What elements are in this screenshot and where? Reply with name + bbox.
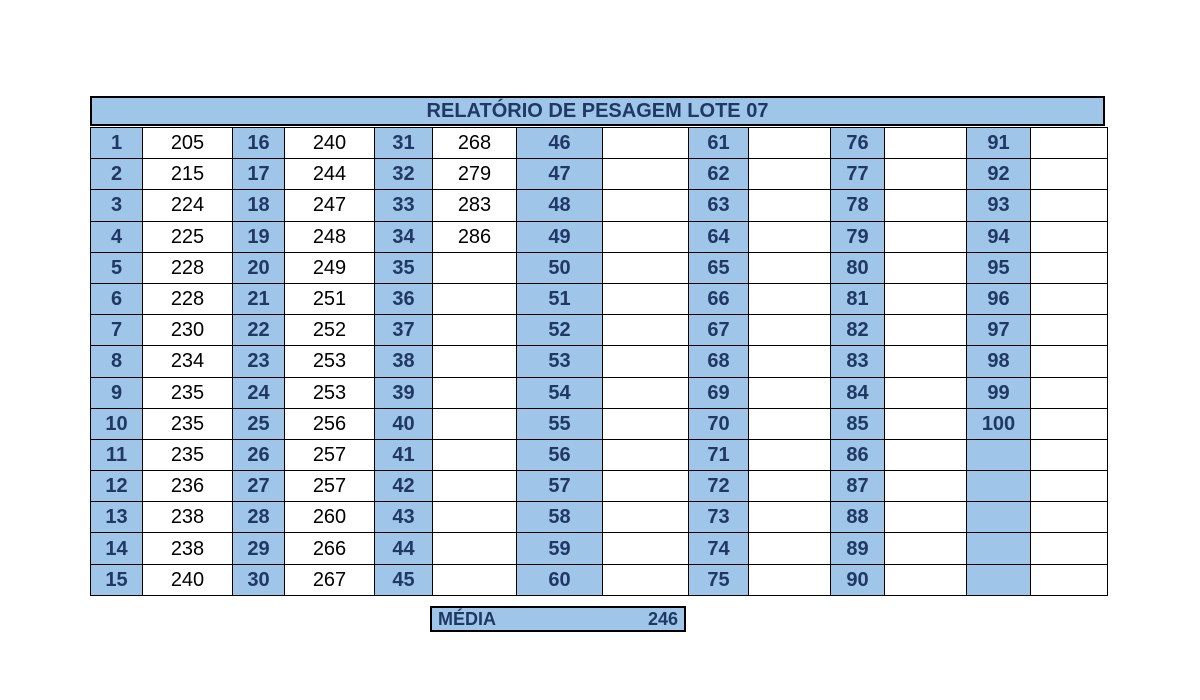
animal-number-cell: 2 (91, 159, 143, 190)
table-row (91, 159, 1108, 190)
weight-cell: 230 (143, 315, 233, 346)
weight-cell: 260 (285, 502, 375, 533)
animal-number-cell: 91 (967, 128, 1031, 159)
animal-number-cell: 39 (375, 377, 433, 408)
weight-cell (885, 252, 967, 283)
weight-cell (433, 315, 517, 346)
weight-cell: 257 (285, 471, 375, 502)
animal-number-cell: 31 (375, 128, 433, 159)
weight-cell (433, 377, 517, 408)
animal-number-cell: 75 (689, 564, 749, 595)
average-row (430, 606, 686, 632)
animal-number-cell: 96 (967, 283, 1031, 314)
weight-cell (749, 159, 831, 190)
weight-cell (1031, 502, 1108, 533)
weight-cell (749, 408, 831, 439)
table-row (91, 533, 1108, 564)
table-row (91, 408, 1108, 439)
weight-cell (1031, 564, 1108, 595)
weight-cell (885, 377, 967, 408)
weight-cell (749, 128, 831, 159)
weight-cell (433, 252, 517, 283)
animal-number-cell: 4 (91, 221, 143, 252)
weight-cell (433, 502, 517, 533)
animal-number-cell: 26 (233, 439, 285, 470)
animal-number-cell (967, 533, 1031, 564)
weight-cell (885, 346, 967, 377)
animal-number-cell: 47 (517, 159, 603, 190)
animal-number-cell: 68 (689, 346, 749, 377)
animal-number-cell: 19 (233, 221, 285, 252)
weight-cell (433, 471, 517, 502)
weight-cell (749, 439, 831, 470)
animal-number-cell (967, 564, 1031, 595)
animal-number-cell: 48 (517, 190, 603, 221)
weight-cell: 234 (143, 346, 233, 377)
animal-number-cell: 86 (831, 439, 885, 470)
weight-cell (1031, 221, 1108, 252)
animal-number-cell: 21 (233, 283, 285, 314)
weight-cell (749, 221, 831, 252)
animal-number-cell: 42 (375, 471, 433, 502)
weight-cell (603, 439, 689, 470)
animal-number-cell: 12 (91, 471, 143, 502)
weight-cell (885, 128, 967, 159)
weight-cell: 235 (143, 377, 233, 408)
weight-cell (749, 283, 831, 314)
animal-number-cell: 30 (233, 564, 285, 595)
weight-cell (603, 128, 689, 159)
weight-cell (1031, 439, 1108, 470)
animal-number-cell: 3 (91, 190, 143, 221)
weight-cell (749, 533, 831, 564)
weight-cell (1031, 377, 1108, 408)
animal-number-cell: 32 (375, 159, 433, 190)
animal-number-cell (967, 471, 1031, 502)
weight-cell (603, 408, 689, 439)
table-row (91, 346, 1108, 377)
animal-number-cell: 70 (689, 408, 749, 439)
weight-cell (1031, 346, 1108, 377)
weight-cell: 267 (285, 564, 375, 595)
weight-cell: 266 (285, 533, 375, 564)
animal-number-cell: 61 (689, 128, 749, 159)
weight-cell (1031, 471, 1108, 502)
animal-number-cell: 79 (831, 221, 885, 252)
animal-number-cell: 64 (689, 221, 749, 252)
table-row (91, 283, 1108, 314)
animal-number-cell: 20 (233, 252, 285, 283)
animal-number-cell: 17 (233, 159, 285, 190)
animal-number-cell: 27 (233, 471, 285, 502)
animal-number-cell: 63 (689, 190, 749, 221)
weight-cell (603, 346, 689, 377)
weight-cell (885, 564, 967, 595)
animal-number-cell: 54 (517, 377, 603, 408)
weight-cell (885, 283, 967, 314)
weight-cell (603, 190, 689, 221)
animal-number-cell: 37 (375, 315, 433, 346)
weight-cell: 224 (143, 190, 233, 221)
weight-cell (749, 315, 831, 346)
weight-cell (603, 315, 689, 346)
animal-number-cell: 44 (375, 533, 433, 564)
weight-cell (603, 252, 689, 283)
table-row (91, 315, 1108, 346)
weight-cell (749, 471, 831, 502)
weight-cell (433, 533, 517, 564)
weight-cell (749, 346, 831, 377)
animal-number-cell: 45 (375, 564, 433, 595)
table-row (91, 502, 1108, 533)
animal-number-cell: 92 (967, 159, 1031, 190)
weight-cell: 279 (433, 159, 517, 190)
weight-cell (603, 471, 689, 502)
animal-number-cell: 98 (967, 346, 1031, 377)
weight-cell: 256 (285, 408, 375, 439)
animal-number-cell: 56 (517, 439, 603, 470)
animal-number-cell: 74 (689, 533, 749, 564)
animal-number-cell: 15 (91, 564, 143, 595)
table-row (91, 439, 1108, 470)
weight-cell (433, 408, 517, 439)
weight-cell: 215 (143, 159, 233, 190)
animal-number-cell: 11 (91, 439, 143, 470)
weight-cell (749, 564, 831, 595)
animal-number-cell: 36 (375, 283, 433, 314)
animal-number-cell: 83 (831, 346, 885, 377)
weight-cell (885, 502, 967, 533)
weight-cell (885, 190, 967, 221)
weight-cell (603, 564, 689, 595)
animal-number-cell: 95 (967, 252, 1031, 283)
animal-number-cell: 97 (967, 315, 1031, 346)
animal-number-cell: 69 (689, 377, 749, 408)
weight-cell (1031, 283, 1108, 314)
weight-cell (885, 315, 967, 346)
animal-number-cell: 93 (967, 190, 1031, 221)
table-row (91, 252, 1108, 283)
animal-number-cell: 52 (517, 315, 603, 346)
animal-number-cell: 16 (233, 128, 285, 159)
weight-cell: 228 (143, 252, 233, 283)
animal-number-cell: 58 (517, 502, 603, 533)
weight-cell (1031, 128, 1108, 159)
weight-cell: 251 (285, 283, 375, 314)
animal-number-cell: 9 (91, 377, 143, 408)
table-row (91, 128, 1108, 159)
weight-cell: 283 (433, 190, 517, 221)
animal-number-cell: 78 (831, 190, 885, 221)
animal-number-cell: 35 (375, 252, 433, 283)
average-value: 246 (647, 608, 678, 629)
weight-cell (603, 533, 689, 564)
animal-number-cell: 66 (689, 283, 749, 314)
table-row (91, 190, 1108, 221)
report-title: RELATÓRIO DE PESAGEM LOTE 07 (90, 96, 1105, 126)
weight-cell: 240 (143, 564, 233, 595)
animal-number-cell: 73 (689, 502, 749, 533)
weight-cell (749, 252, 831, 283)
animal-number-cell: 65 (689, 252, 749, 283)
weight-cell: 253 (285, 346, 375, 377)
table-row (91, 221, 1108, 252)
weight-cell (603, 283, 689, 314)
weight-cell: 244 (285, 159, 375, 190)
animal-number-cell: 85 (831, 408, 885, 439)
animal-number-cell: 49 (517, 221, 603, 252)
weight-cell (1031, 315, 1108, 346)
animal-number-cell: 50 (517, 252, 603, 283)
weight-cell (603, 159, 689, 190)
animal-number-cell: 28 (233, 502, 285, 533)
animal-number-cell: 80 (831, 252, 885, 283)
weight-cell (749, 377, 831, 408)
weight-cell: 248 (285, 221, 375, 252)
weight-cell (885, 221, 967, 252)
weight-cell: 247 (285, 190, 375, 221)
animal-number-cell: 77 (831, 159, 885, 190)
animal-number-cell (967, 502, 1031, 533)
table-row (91, 564, 1108, 595)
animal-number-cell: 76 (831, 128, 885, 159)
weight-cell (433, 283, 517, 314)
animal-number-cell: 89 (831, 533, 885, 564)
animal-number-cell: 53 (517, 346, 603, 377)
animal-number-cell: 87 (831, 471, 885, 502)
animal-number-cell (967, 439, 1031, 470)
animal-number-cell: 51 (517, 283, 603, 314)
animal-number-cell: 81 (831, 283, 885, 314)
weight-cell (885, 159, 967, 190)
weight-cell: 240 (285, 128, 375, 159)
animal-number-cell: 99 (967, 377, 1031, 408)
weight-cell: 253 (285, 377, 375, 408)
animal-number-cell: 40 (375, 408, 433, 439)
animal-number-cell: 46 (517, 128, 603, 159)
animal-number-cell: 24 (233, 377, 285, 408)
weight-cell: 225 (143, 221, 233, 252)
weight-cell: 257 (285, 439, 375, 470)
table-row (91, 377, 1108, 408)
animal-number-cell: 55 (517, 408, 603, 439)
animal-number-cell: 88 (831, 502, 885, 533)
weight-cell (1031, 408, 1108, 439)
animal-number-cell: 59 (517, 533, 603, 564)
animal-number-cell: 5 (91, 252, 143, 283)
average-label: MÉDIA (438, 608, 496, 629)
weight-cell (433, 346, 517, 377)
animal-number-cell: 6 (91, 283, 143, 314)
table-row (91, 471, 1108, 502)
weight-cell: 249 (285, 252, 375, 283)
animal-number-cell: 1 (91, 128, 143, 159)
animal-number-cell: 23 (233, 346, 285, 377)
animal-number-cell: 90 (831, 564, 885, 595)
weight-cell (603, 221, 689, 252)
animal-number-cell: 18 (233, 190, 285, 221)
weighing-table (90, 127, 1108, 596)
weight-cell (1031, 252, 1108, 283)
animal-number-cell: 62 (689, 159, 749, 190)
weight-cell (433, 564, 517, 595)
animal-number-cell: 14 (91, 533, 143, 564)
animal-number-cell: 100 (967, 408, 1031, 439)
weight-cell: 252 (285, 315, 375, 346)
animal-number-cell: 34 (375, 221, 433, 252)
weight-cell (885, 439, 967, 470)
animal-number-cell: 60 (517, 564, 603, 595)
weight-cell (1031, 533, 1108, 564)
weight-cell: 236 (143, 471, 233, 502)
weight-cell: 268 (433, 128, 517, 159)
animal-number-cell: 84 (831, 377, 885, 408)
animal-number-cell: 94 (967, 221, 1031, 252)
weight-cell (885, 408, 967, 439)
animal-number-cell: 10 (91, 408, 143, 439)
animal-number-cell: 71 (689, 439, 749, 470)
weight-cell (1031, 159, 1108, 190)
weight-cell: 235 (143, 439, 233, 470)
animal-number-cell: 22 (233, 315, 285, 346)
weight-cell: 238 (143, 533, 233, 564)
animal-number-cell: 67 (689, 315, 749, 346)
weight-cell (1031, 190, 1108, 221)
weight-cell (603, 502, 689, 533)
weight-cell (749, 190, 831, 221)
animal-number-cell: 82 (831, 315, 885, 346)
animal-number-cell: 29 (233, 533, 285, 564)
weight-cell (603, 377, 689, 408)
weight-cell (885, 533, 967, 564)
weight-cell: 238 (143, 502, 233, 533)
animal-number-cell: 43 (375, 502, 433, 533)
animal-number-cell: 33 (375, 190, 433, 221)
animal-number-cell: 8 (91, 346, 143, 377)
animal-number-cell: 38 (375, 346, 433, 377)
animal-number-cell: 72 (689, 471, 749, 502)
weight-cell (433, 439, 517, 470)
weight-cell: 235 (143, 408, 233, 439)
weight-cell: 286 (433, 221, 517, 252)
animal-number-cell: 7 (91, 315, 143, 346)
animal-number-cell: 25 (233, 408, 285, 439)
animal-number-cell: 41 (375, 439, 433, 470)
weight-cell: 205 (143, 128, 233, 159)
animal-number-cell: 57 (517, 471, 603, 502)
animal-number-cell: 13 (91, 502, 143, 533)
weight-cell (885, 471, 967, 502)
weight-cell: 228 (143, 283, 233, 314)
weight-cell (749, 502, 831, 533)
